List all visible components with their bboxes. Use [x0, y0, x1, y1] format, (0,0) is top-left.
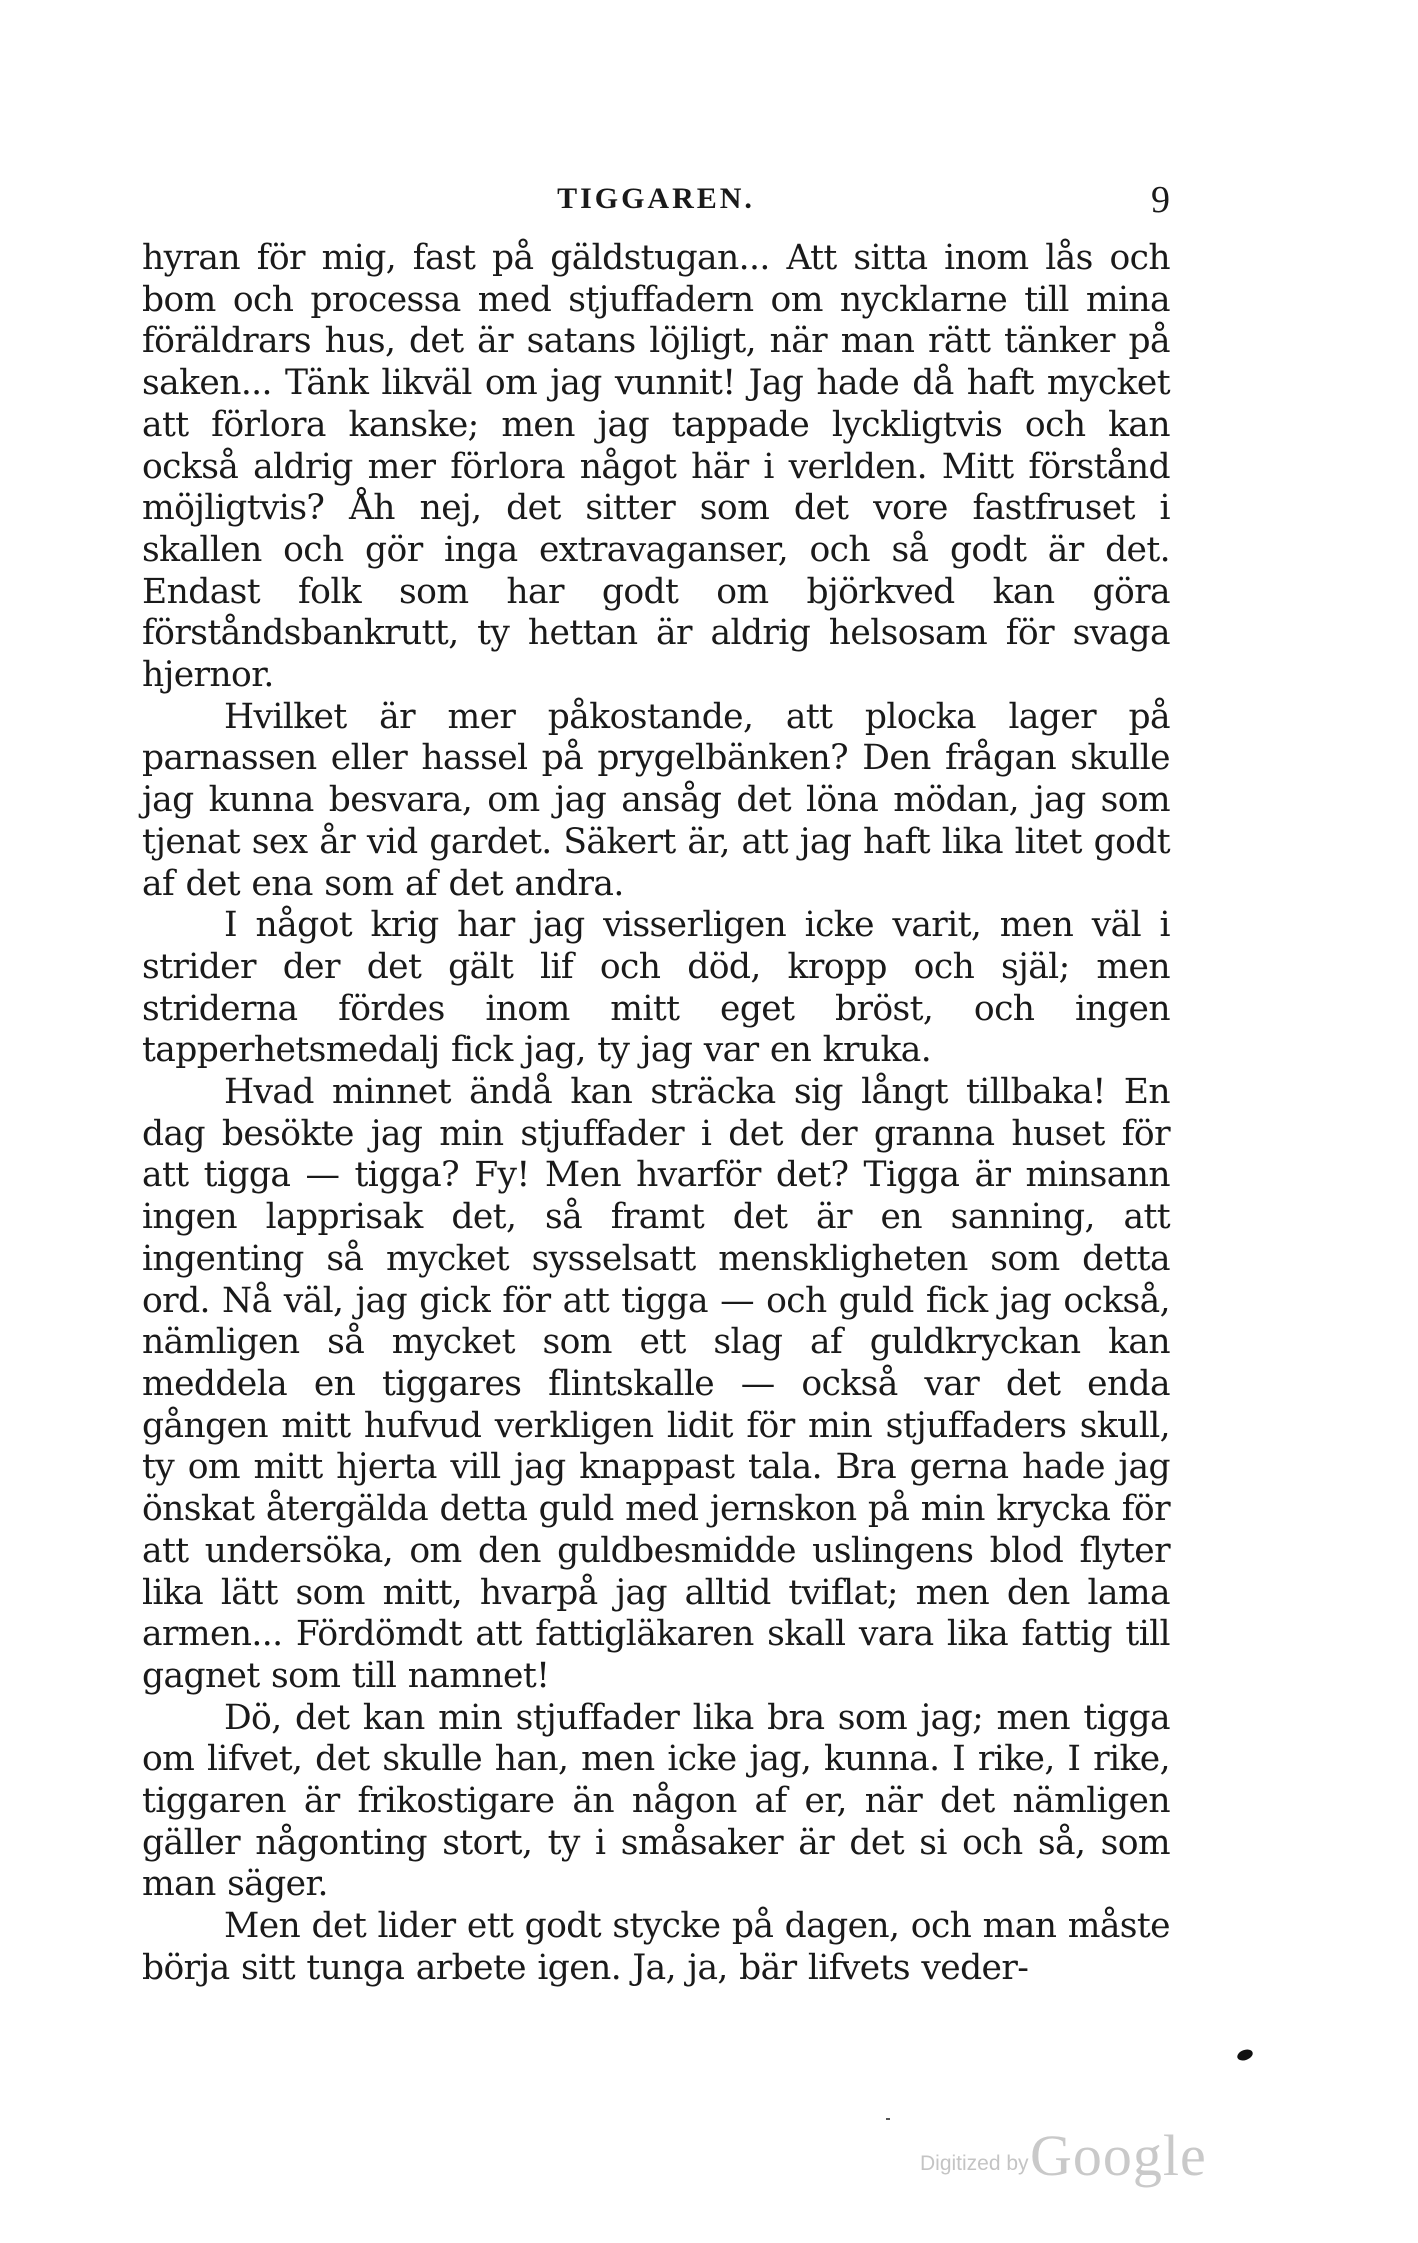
running-title: TIGGAREN. [557, 182, 755, 215]
running-head [142, 178, 1170, 228]
paragraph: Hvad minnet ändå kan sträcka sig långt tillbaka! En dag besökte jag min stjuffader i det der granna huset för att tigga — tigga? Fy! Men hvarför det? Tigga är minsann ingen lapprisak det, så framt det är en sanning, att ingenting så mycket sysselsatt menskligheten som detta ord. Nå väl, jag gick för att tigga — och guld fick jag också, nämligen så mycket som ett slag af guldkryckan kan meddela en tiggares flintskalle — också var det enda gången mitt hufvud verkligen lidit för min stjuffaders skull, ty om mitt hjerta vill jag knappast tala. Bra gerna hade jag önskat återgälda detta guld med jernskon på min krycka för att undersöka, om den guldbesmidde uslingens blod flyter lika lätt som mitt, hvarpå jag alltid tviflat; men den lama armen... Fördömdt att fattigläkaren skall vara lika fattig till gagnet som till namnet! [142, 1072, 1170, 1696]
page-number: 9 [1151, 179, 1170, 221]
digitized-by-label: Digitized by [920, 2152, 1029, 2175]
dust-speck [886, 2118, 890, 2120]
digitization-watermark [920, 2122, 1220, 2192]
paragraph: Men det lider ett godt stycke på dagen, och man måste börja sitt tunga arbete igen. Ja, ja, bär lifvets veder- [142, 1906, 1170, 1988]
paragraph: I något krig har jag visserligen icke varit, men väl i strider der det gält lif och död, kropp och själ; men striderna fördes inom mitt eget bröst, och ingen tapperhetsmedalj fick jag, ty jag var en kruka. [142, 905, 1170, 1071]
google-wordmark: Google [1030, 2123, 1207, 2188]
paragraph: Hvilket är mer påkostande, att plocka lager på parnassen eller hassel på prygelbänken? Den frågan skulle jag kunna besvara, om jag ansåg det löna mödan, jag som tjenat sex år vid gardet. Säkert är, att jag haft lika litet godt af det ena som af det andra. [142, 696, 1170, 904]
paragraph: Dö, det kan min stjuffader lika bra som jag; men tigga om lifvet, det skulle han, men icke jag, kunna. I rike, I rike, tiggaren är frikostigare än någon af er, när det nämligen gäller någonting stort, ty i småsaker är det si och så, som man säger. [142, 1697, 1170, 1905]
paragraph: hyran för mig, fast på gäldstugan... Att sitta inom lås och bom och processa med stjuffadern om nycklarne till mina föräldrars hus, det är satans löjligt, när man rätt tänker på saken... Tänk likväl om jag vunnit! Jag hade då haft mycket att förlora kanske; men jag tappade lyckligtvis och kan också aldrig mer förlora något här i verlden. Mitt förstånd möjligtvis? Åh nej, det sitter som det vore fastfruset i skallen och gör inga extravaganser, och så godt är det. Endast folk som har godt om björkved kan göra förståndsbankrutt, ty hettan är aldrig helsosam för svaga hjernor. [142, 238, 1170, 696]
ink-blot [1236, 2048, 1254, 2063]
body-text [142, 238, 1170, 1990]
